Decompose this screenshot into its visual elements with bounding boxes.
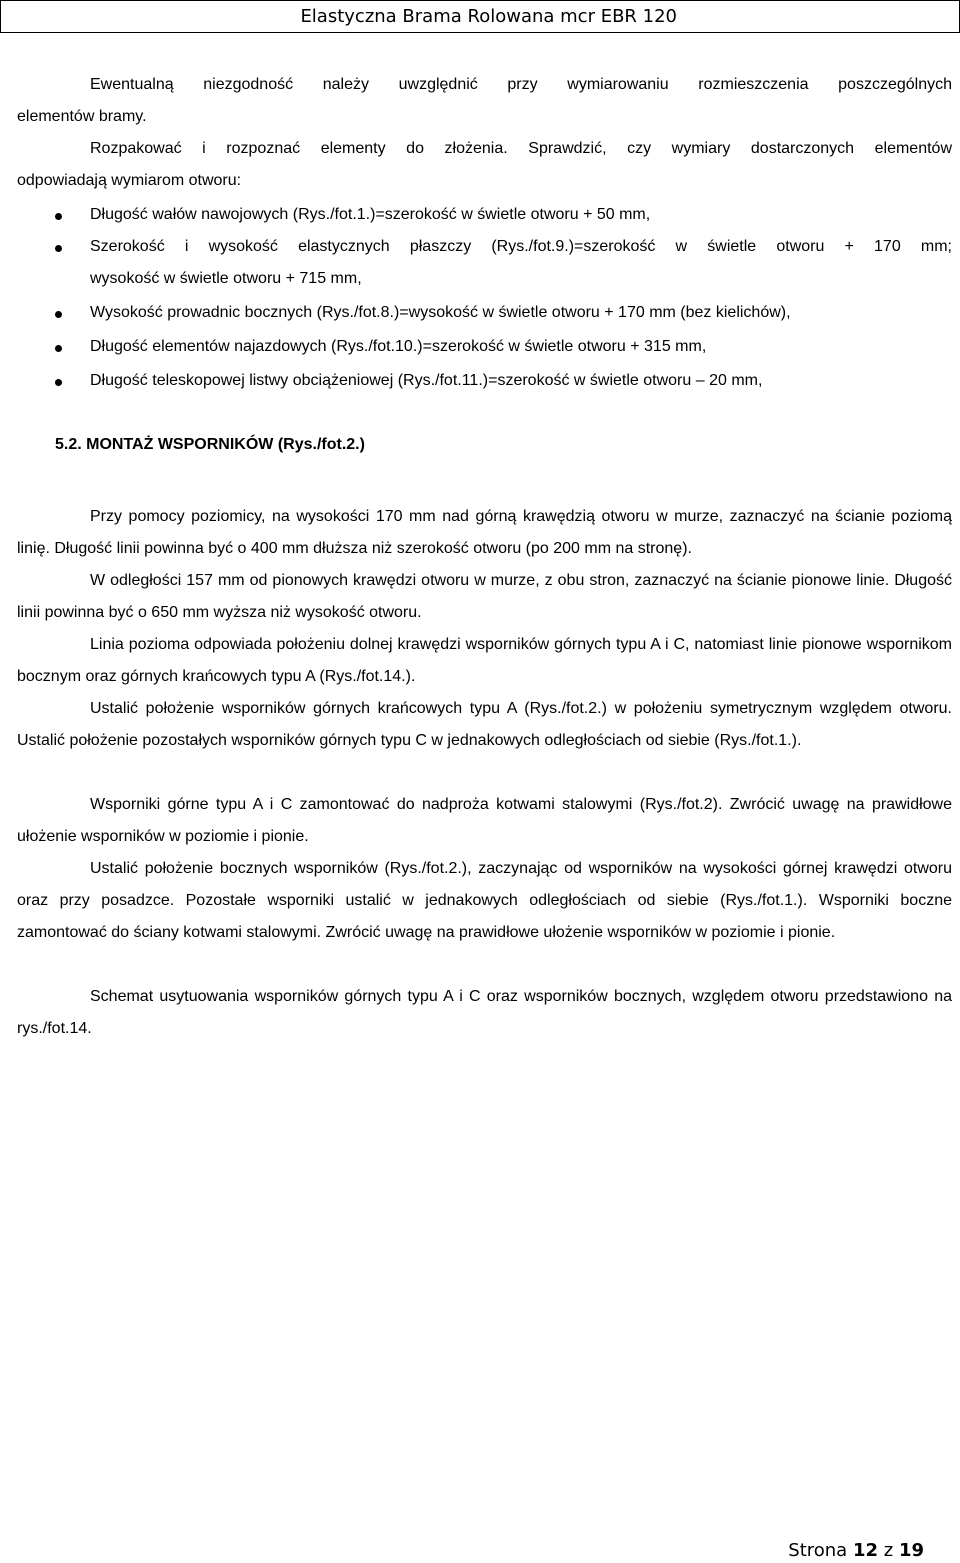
bullet-dot <box>55 345 62 352</box>
section-heading: 5.2. MONTAŻ WSPORNIKÓW (Rys./fot.2.) <box>55 436 365 453</box>
footer-page-number: 12 <box>852 1540 879 1561</box>
intro-p1-line2: elementów bramy. <box>17 108 147 125</box>
bullet-item-continuation: wysokość w świetle otworu + 715 mm, <box>90 270 362 287</box>
intro-p2-line2: odpowiadają wymiarom otworu: <box>17 172 242 189</box>
bullet-item: Wysokość prowadnic bocznych (Rys./fot.8.)=wysokość w świetle otworu + 170 mm (bez kielichów), <box>90 304 791 321</box>
paragraph: Ustalić położenie wsporników górnych krańcowych typu A (Rys./fot.2.) w położeniu symetrycznym względem otworu. Ustalić położenie pozostałych wsporników górnych typu C w jednakowych odległościach od siebie (Rys./fot.1.). <box>17 700 952 749</box>
intro-p2-line1: Rozpakować i rozpoznać elementy do złożenia. Sprawdzić, czy wymiary dostarczonych elementów <box>90 140 952 157</box>
paragraph: Linia pozioma odpowiada położeniu dolnej krawędzi wsporników górnych typu A i C, natomiast linie pionowe wspornikom bocznym oraz górnych krańcowych typu A (Rys./fot.14.). <box>17 636 952 685</box>
header-title: Elastyczna Brama Rolowana mcr EBR 120 <box>300 6 677 27</box>
footer-page-total: 19 <box>898 1540 924 1561</box>
bullet-item: Długość elementów najazdowych (Rys./fot.10.)=szerokość w świetle otworu + 315 mm, <box>90 338 707 355</box>
page-header <box>0 0 960 33</box>
paragraph: Wsporniki górne typu A i C zamontować do nadproża kotwami stalowymi (Rys./fot.2). Zwrócić uwagę na prawidłowe ułożenie wsporników w poziomie i pionie. <box>17 796 952 845</box>
bullet-item: Szerokość i wysokość elastycznych płaszczy (Rys./fot.9.)=szerokość w świetle otworu + 170 mm; <box>90 238 952 255</box>
paragraph: Schemat usytuowania wsporników górnych typu A i C oraz wsporników bocznych, względem otworu przedstawiono na rys./fot.14. <box>17 988 952 1037</box>
page-footer <box>788 1540 924 1561</box>
bullet-dot <box>55 311 62 318</box>
paragraph: Ustalić położenie bocznych wsporników (Rys./fot.2.), zaczynając od wsporników na wysokości górnej krawędzi otworu oraz przy posadzce. Pozostałe wsporniki ustalić w jednakowych odległościach od siebie (Rys./fot.1.). Wsporniki boczne zamontować do ściany kotwami stalowymi. Zwrócić uwagę na prawidłowe ułożenie wsporników w poziomie i pionie. <box>17 860 952 941</box>
intro-p1-line1: Ewentualną niezgodność należy uwzględnić przy wymiarowaniu rozmieszczenia poszczególnych <box>90 76 952 93</box>
paragraph: W odległości 157 mm od pionowych krawędzi otworu w murze, z obu stron, zaznaczyć na ścianie pionowe linie. Długość linii powinna być o 650 mm wyższa niż wysokość otworu. <box>17 572 952 621</box>
bullet-item: Długość wałów nawojowych (Rys./fot.1.)=szerokość w świetle otworu + 50 mm, <box>90 206 651 223</box>
bullet-dot <box>55 213 62 220</box>
bullet-dot <box>55 379 62 386</box>
bullet-item: Długość teleskopowej listwy obciążeniowej (Rys./fot.11.)=szerokość w świetle otworu – 20 mm, <box>90 372 763 389</box>
footer-separator: z <box>883 1540 894 1561</box>
paragraph: Przy pomocy poziomicy, na wysokości 170 mm nad górną krawędzią otworu w murze, zaznaczyć na ścianie poziomą linię. Długość linii powinna być o 400 mm dłuższa niż szerokość otworu (po 200 mm na stronę). <box>17 508 952 557</box>
footer-prefix: Strona <box>788 1540 848 1561</box>
bullet-dot <box>55 245 62 252</box>
